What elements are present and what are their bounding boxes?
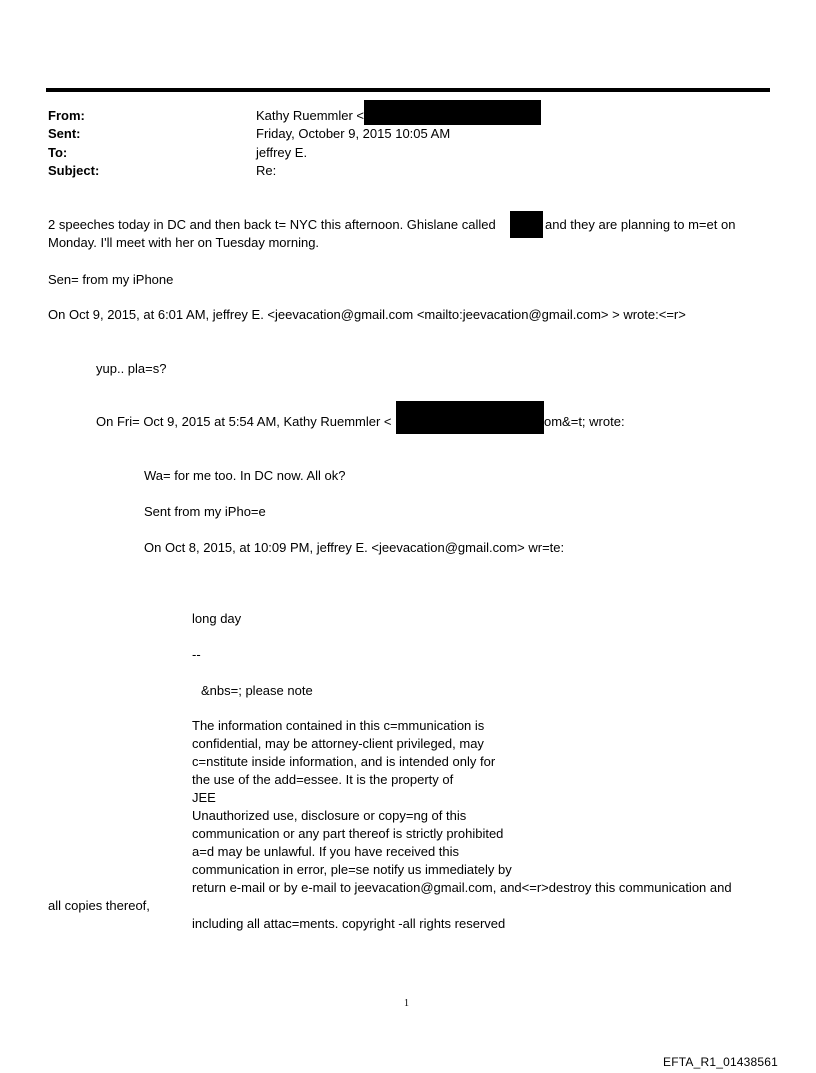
- disclaimer-line: communication or any part thereof is strictly prohibited: [192, 826, 504, 841]
- reply-1: yup.. pla=s?: [96, 361, 167, 376]
- disclaimer-line: Unauthorized use, disclosure or copy=ng of this: [192, 808, 467, 823]
- sent-label: Sent:: [48, 126, 81, 141]
- page-number: 1: [404, 998, 409, 1009]
- from-label: From:: [48, 108, 85, 123]
- body-line-2: Monday. I'll meet with her on Tuesday morning.: [48, 235, 320, 250]
- all-copies: all copies thereof,: [48, 898, 150, 913]
- body-line-1a: 2 speeches today in DC and then back t= NYC this afternoon. Ghislane called: [48, 217, 496, 232]
- disclaimer-line: confidential, may be attorney-client privileged, may: [192, 736, 484, 751]
- to-value: jeffrey E.: [256, 145, 308, 160]
- quote-header-2b: om&=t; wrote:: [544, 414, 625, 429]
- please-note: &nbs=; please note: [201, 683, 313, 698]
- quote-header-3: On Oct 8, 2015, at 10:09 PM, jeffrey E. <jeevacation@gmail.com> wr=te:: [144, 540, 565, 555]
- disclaimer-line: JEE: [192, 790, 216, 805]
- header-rule: [46, 88, 770, 92]
- redaction-from-email: [364, 100, 541, 125]
- subject-label: Subject:: [48, 163, 100, 178]
- sent-value: Friday, October 9, 2015 10:05 AM: [256, 126, 451, 141]
- disclaimer-line: return e-mail or by e-mail to jeevacation@gmail.com, and<=r>destroy this communication and: [192, 880, 732, 895]
- disclaimer-line: the use of the add=essee. It is the property of: [192, 772, 454, 787]
- quote-header-1: On Oct 9, 2015, at 6:01 AM, jeffrey E. <jeevacation@gmail.com <mailto:jeevacation@gmail.com> > wrote:<=r>: [48, 307, 686, 322]
- to-label: To:: [48, 145, 68, 160]
- long-day: long day: [192, 611, 242, 626]
- document-id: EFTA_R1_01438561: [663, 1055, 779, 1069]
- reply-2: Wa= for me too. In DC now. All ok?: [144, 468, 346, 483]
- signature-dash: --: [192, 647, 201, 662]
- subject-value: Re:: [256, 163, 277, 178]
- disclaimer-line: The information contained in this c=mmunication is: [192, 718, 485, 733]
- body-line-1b: and they are planning to m=et on: [545, 217, 736, 232]
- sent-from-iphone-2: Sent from my iPho=e: [144, 504, 266, 519]
- quote-header-2a: On Fri= Oct 9, 2015 at 5:54 AM, Kathy Ruemmler <: [96, 414, 392, 429]
- disclaimer-line: a=d may be unlawful. If you have received this: [192, 844, 460, 859]
- sent-from-iphone: Sen= from my iPhone: [48, 272, 174, 287]
- from-value: Kathy Ruemmler <: [256, 108, 365, 123]
- disclaimer-line: c=nstitute inside information, and is intended only for: [192, 754, 496, 769]
- including-attachments: including all attac=ments. copyright -all rights reserved: [192, 916, 506, 931]
- disclaimer-line: communication in error, ple=se notify us immediately by: [192, 862, 512, 877]
- redaction-name: [510, 211, 543, 238]
- redaction-email-2: [396, 401, 544, 434]
